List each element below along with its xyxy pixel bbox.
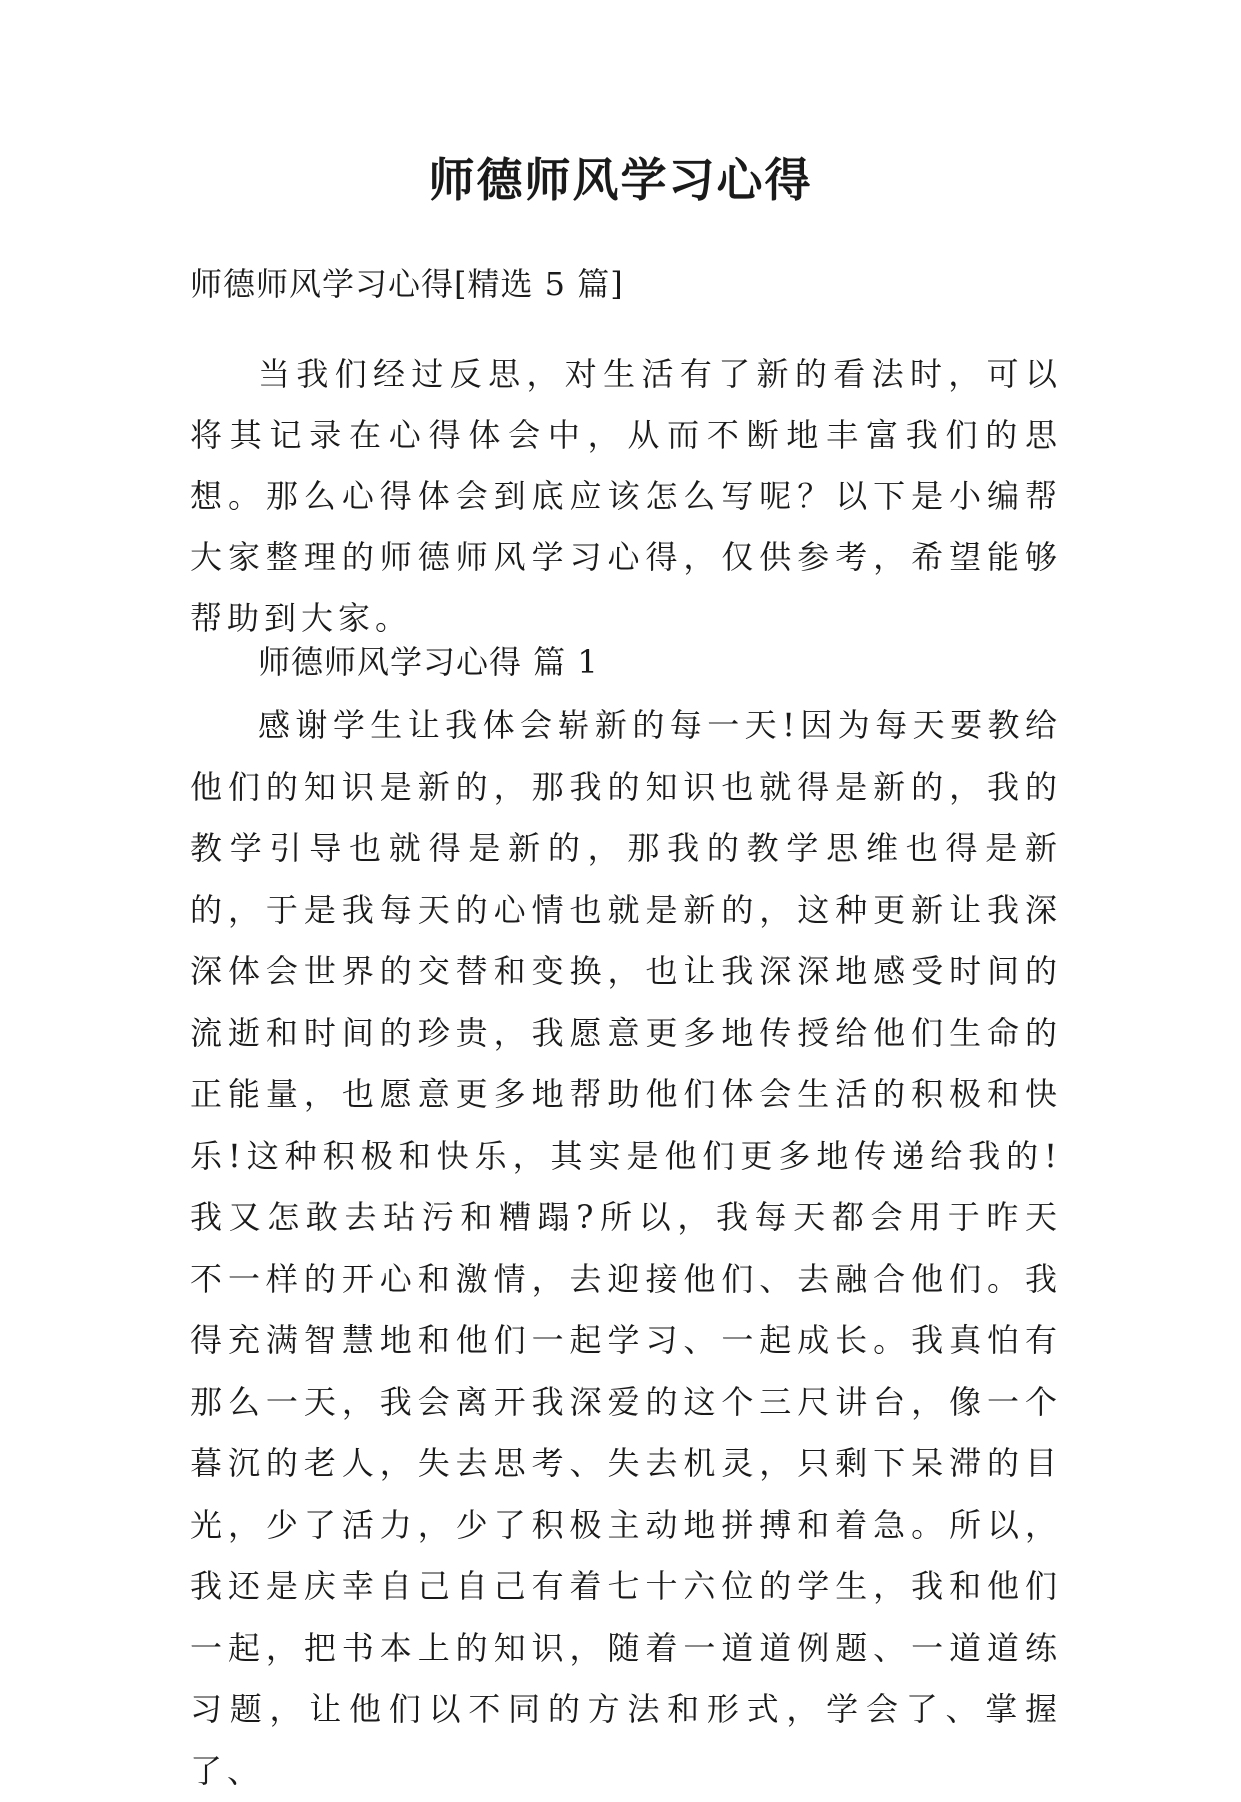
document-subtitle: 师德师风学习心得[精选 5 篇] [190, 265, 624, 303]
section-body-paragraph: 感谢学生让我体会崭新的每一天!因为每天要教给他们的知识是新的，那我的知识也就得是新的，我的教学引导也就得是新的，那我的教学思维也得是新的，于是我每天的心情也就是新的，这种更新让我深深体会世界的交替和变换，也让我深深地感受时间的流逝和时间的珍贵，我愿意更多地传授给他们生命的正能量，也愿意更多地帮助他们体会生活的积极和快乐!这种积极和快乐，其实是他们更多地传递给我的!我又怎敢去玷污和糟蹋?所以，我每天都会用于昨天不一样的开心和激情，去迎接他们、去融合他们。我得充满智慧地和他们一起学习、一起成长。我真怕有那么一天，我会离开我深爱的这个三尺讲台，像一个暮沉的老人，失去思考、失去机灵，只剩下呆滞的目光，少了活力，少了积极主动地拼搏和着急。所以，我还是庆幸自己自己有着七十六位的学生，我和他们一起，把书本上的知识，随着一道道例题、一道道练习题，让他们以不同的方法和形式，学会了、掌握了、 [190, 706, 1062, 1790]
section-heading: 师德师风学习心得 篇 1 [258, 643, 599, 681]
document-title: 师德师风学习心得 [428, 153, 813, 207]
intro-paragraph: 当我们经过反思，对生活有了新的看法时，可以将其记录在心得体会中，从而不断地丰富我们的思想。那么心得体会到底应该怎么写呢？以下是小编帮大家整理的师德师风学习心得，仅供参考，希望能够帮助到大家。 [190, 355, 1062, 637]
